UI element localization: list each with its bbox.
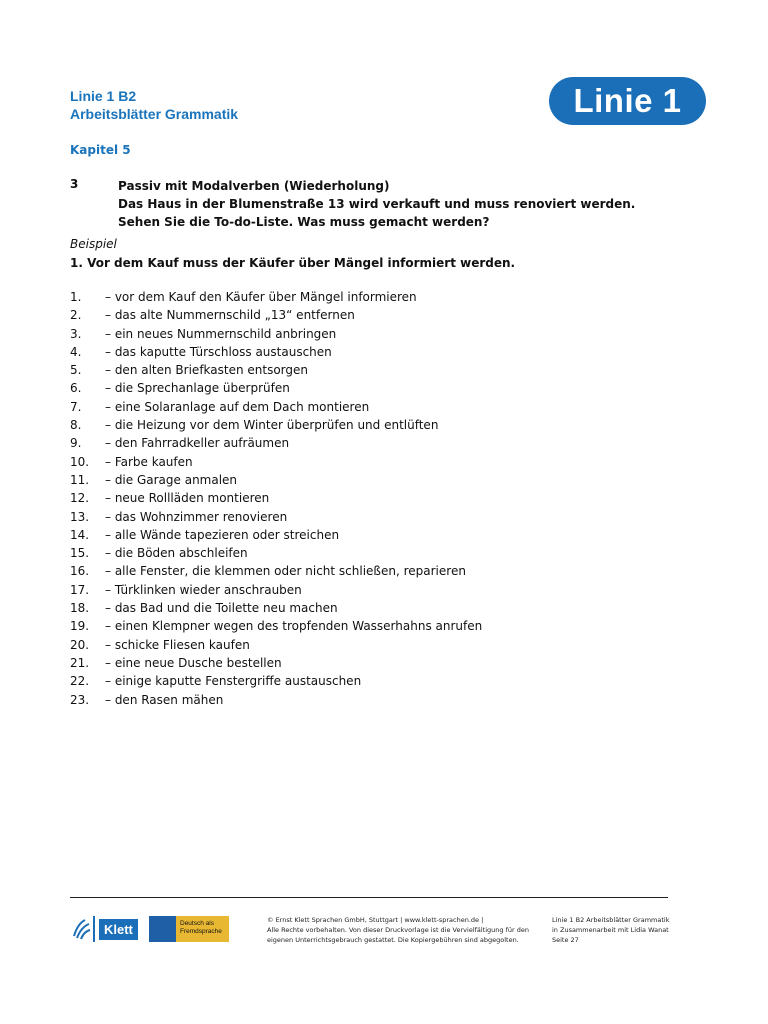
list-item [70, 416, 710, 434]
task-line: Das Haus in der Blumenstraße 13 wird verkauft und muss renoviert werden. [118, 197, 636, 211]
copyright-line: © Ernst Klett Sprachen GmbH, Stuttgart | www.klett-sprachen.de | [267, 916, 484, 924]
list-item [70, 306, 710, 324]
item-text: – den alten Briefkasten entsorgen [105, 363, 309, 378]
item-number: 9. [70, 436, 82, 451]
list-item [70, 581, 710, 599]
item-text: – alle Fenster, die klemmen oder nicht schließen, reparieren [105, 564, 466, 579]
task-instructions [118, 177, 718, 231]
item-text: – Farbe kaufen [105, 454, 193, 469]
list-item [70, 471, 710, 489]
item-text: – schicke Fliesen kaufen [105, 637, 250, 652]
page-info-line: Linie 1 B2 Arbeitsblätter Grammatik [552, 916, 670, 924]
page-info-line: in Zusammenarbeit mit Lidia Wanat [552, 926, 669, 934]
list-item [70, 562, 710, 580]
item-number: 14. [70, 527, 90, 542]
book-subtitle: Arbeitsblätter Grammatik [70, 106, 239, 122]
daf-logo [149, 916, 229, 942]
klett-logo [71, 915, 138, 943]
list-item [70, 508, 710, 526]
item-text: – die Heizung vor dem Winter überprüfen und entlüften [105, 418, 439, 433]
item-number: 22. [70, 674, 90, 689]
item-number: 19. [70, 619, 90, 634]
item-text: – alle Wände tapezieren oder streichen [105, 527, 340, 542]
list-item [70, 636, 710, 654]
list-item [70, 361, 710, 379]
item-number: 5. [70, 363, 82, 378]
item-text: – einige kaputte Fenstergriffe austauschen [105, 674, 362, 689]
list-item [70, 434, 710, 452]
item-number: 20. [70, 637, 90, 652]
list-item [70, 672, 710, 690]
item-number: 13. [70, 509, 90, 524]
item-text: – ein neues Nummernschild anbringen [105, 326, 337, 341]
list-item [70, 544, 710, 562]
item-number: 7. [70, 399, 82, 414]
book-title: Linie 1 B2 [70, 88, 137, 104]
task-number: 3 [70, 177, 79, 191]
item-number: 2. [70, 308, 82, 323]
copyright-line: eigenen Unterrichtsgebrauch gestattet. Die Kopiergebühren sind abgegolten. [267, 936, 519, 944]
linie1-logo [549, 77, 706, 125]
list-item [70, 489, 710, 507]
list-item [70, 654, 710, 672]
copyright-line: Alle Rechte vorbehalten. Von dieser Druckvorlage ist die Vervielfältigung für den [267, 926, 530, 934]
item-text: – das Bad und die Toilette neu machen [105, 601, 338, 616]
page-number: Seite 27 [552, 936, 579, 944]
item-number: 4. [70, 344, 82, 359]
item-number: 3. [70, 326, 82, 341]
item-text: – das kaputte Türschloss austauschen [105, 344, 332, 359]
chapter-heading: Kapitel 5 [70, 143, 131, 157]
list-item [70, 343, 710, 361]
item-text: – einen Klempner wegen des tropfenden Wasserhahns anrufen [105, 619, 483, 634]
header-title [70, 87, 238, 123]
daf-label-block [176, 916, 229, 942]
item-text: – das alte Nummernschild „13“ entfernen [105, 308, 355, 323]
item-number: 1. [70, 290, 82, 304]
item-number: 6. [70, 381, 82, 396]
item-number: 15. [70, 546, 90, 561]
copyright-notice [267, 915, 539, 945]
daf-label-line: Deutsch als [180, 920, 214, 927]
daf-blue-block [149, 916, 176, 942]
item-text: – Türklinken wieder anschrauben [105, 582, 302, 597]
item-text: – eine neue Dusche bestellen [105, 655, 282, 670]
page-info [552, 915, 702, 945]
list-item [70, 453, 710, 471]
item-number: 21. [70, 655, 90, 670]
example-sentence: 1. Vor dem Kauf muss der Käufer über Mängel informiert werden. [70, 256, 516, 270]
daf-label-line: Fremdsprache [180, 928, 222, 935]
list-item [70, 526, 710, 544]
item-number: 10. [70, 454, 90, 469]
item-number: 18. [70, 601, 90, 616]
item-number: 16. [70, 564, 90, 579]
logo-text: Linie 1 [573, 82, 682, 119]
footer-divider [70, 897, 668, 898]
klett-label: Klett [99, 919, 138, 940]
task-line: Sehen Sie die To-do-Liste. Was muss gemacht werden? [118, 215, 490, 229]
item-text: – das Wohnzimmer renovieren [105, 509, 288, 524]
list-item [70, 617, 710, 635]
item-text: – die Garage anmalen [105, 472, 238, 487]
example-label: Beispiel [70, 237, 117, 251]
item-number: 11. [70, 472, 90, 487]
list-item [70, 288, 710, 306]
item-text: – die Sprechanlage überprüfen [105, 381, 290, 396]
item-number: 8. [70, 418, 82, 433]
item-text: – den Rasen mähen [105, 692, 224, 707]
item-number: 23. [70, 692, 90, 707]
item-text: – neue Rollläden montieren [105, 491, 270, 506]
list-item [70, 691, 710, 709]
item-text: – eine Solaranlage auf dem Dach montieren [105, 399, 370, 414]
list-item [70, 325, 710, 343]
task-title: Passiv mit Modalverben (Wiederholung) [118, 179, 390, 193]
item-text: – vor dem Kauf den Käufer über Mängel informieren [105, 290, 417, 304]
item-text: – den Fahrradkeller aufräumen [105, 436, 290, 451]
item-text: – die Böden abschleifen [105, 546, 248, 561]
item-number: 17. [70, 582, 90, 597]
list-item [70, 398, 710, 416]
klett-mark-icon [71, 916, 95, 942]
todo-list [70, 288, 710, 709]
list-item [70, 379, 710, 397]
item-number: 12. [70, 491, 90, 506]
list-item [70, 599, 710, 617]
